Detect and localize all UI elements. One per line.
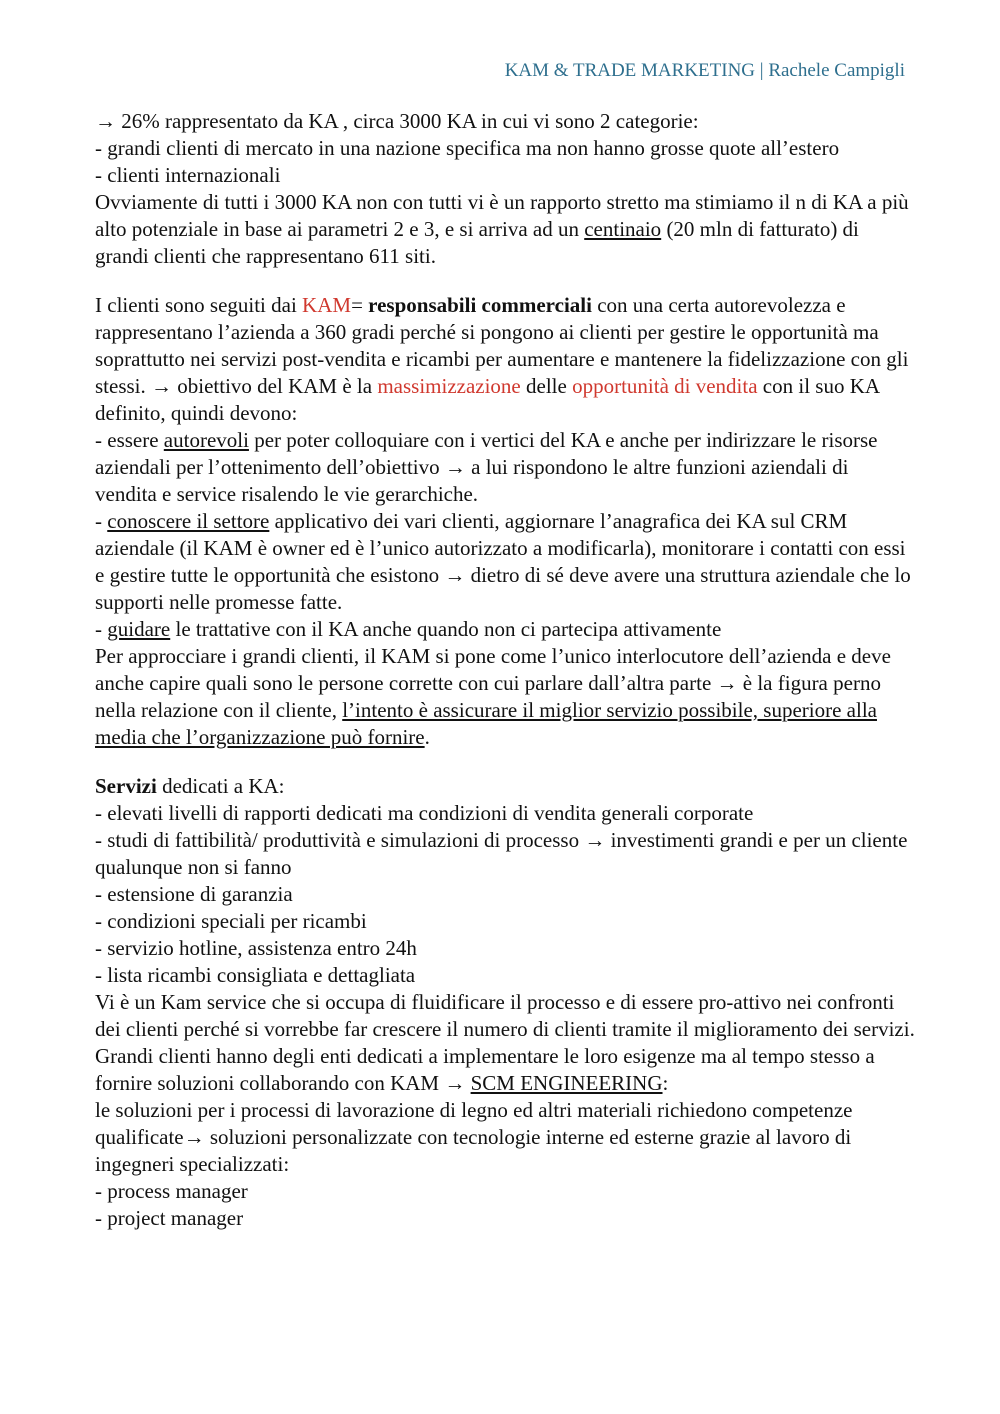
underlined-term: centinaio — [584, 217, 662, 241]
underlined-term: autorevoli — [163, 428, 249, 452]
paragraph-scm — [95, 1043, 915, 1097]
text-run: = — [351, 293, 369, 317]
text-run: Ovviamente di tutti i 3000 KA non con tutti vi è un rapporto stretto ma stimiamo il n di KA a più alto potenziale in base ai parametri 2 e 3, e si arriva ad un — [95, 190, 909, 241]
text-run: con il suo KA definito, quindi devono: — [95, 374, 879, 425]
bold-term: Servizi — [95, 774, 157, 798]
underlined-term: conoscere il settore — [107, 509, 270, 533]
heading-servizi — [95, 773, 915, 800]
list-item-service: - studi di fattibilità/ produttività e simulazioni di processo → investimenti grandi e per un cliente qualunque non si fanno — [95, 828, 908, 879]
text-run: Grandi clienti hanno degli enti dedicati a implementare le loro esigenze ma al tempo stesso a fornire soluzioni collaborando con KAM → — [95, 1044, 875, 1095]
paragraph-gap — [95, 751, 915, 773]
underlined-term: guidare — [107, 617, 171, 641]
text-run: : — [662, 1071, 669, 1095]
list-item-service: - condizioni speciali per ricambi — [95, 909, 367, 933]
list-item-guidare — [95, 616, 915, 643]
underlined-statement: l’intento è assicurare il miglior servizio possibile, superiore alla media che l’organizzazione può fornire — [95, 698, 877, 749]
bold-term: responsabili commerciali — [368, 293, 592, 317]
page-header: KAM & TRADE MARKETING | Rachele Campigli — [504, 60, 905, 81]
text-run: delle — [520, 374, 573, 398]
list-item-autorevoli — [95, 427, 915, 508]
highlight-kam: KAM — [302, 293, 352, 317]
text-run: (20 mln di fatturato) di grandi clienti che rappresentano 611 siti. — [95, 217, 859, 268]
list-item-international-clients: - clienti internazionali — [95, 163, 281, 187]
list-item-service: - lista ricambi consigliata e dettagliata — [95, 963, 416, 987]
paragraph-ka-share: → 26% rappresentato da KA , circa 3000 KA in cui vi sono 2 categorie: — [95, 109, 699, 133]
list-item-national-clients: - grandi clienti di mercato in una nazione specifica ma non hanno grosse quote all’estero — [95, 136, 840, 160]
list-item-service: - servizio hotline, assistenza entro 24h — [95, 936, 417, 960]
list-item-service: - estensione di garanzia — [95, 882, 293, 906]
text-run: . — [424, 725, 430, 749]
paragraph-kam-definition — [95, 292, 915, 427]
text-run: con una certa autorevolezza e rappresentano l’azienda a 360 gradi perché si pongono ai clienti per gestire le opportunità ma soprattutto nei servizi post-vendita e ricambi per aumentare e mantenere la fidelizzazione con gli stessi. → obiettivo del KAM è la — [95, 293, 909, 398]
paragraph-ka-potential — [95, 189, 915, 270]
underlined-term: SCM ENGINEERING — [470, 1071, 663, 1095]
text-run: Per approcciare i grandi clienti, il KAM si pone come l’unico interlocutore dell’azienda e deve anche capire quali sono le persone corrette con cui parlare dall’altra parte → è la figura perno nella relazione con il cliente, — [95, 644, 891, 722]
text-run: applicativo dei vari clienti, aggiornare l’anagrafica dei KA sul CRM aziendale (il KAM è owner ed è l’unico autorizzato a modificarla), monitorare i contatti con essi e gestire tutte le opportunità che esistono → dietro di sé deve avere una struttura aziendale che lo supporti nelle promesse fatte. — [95, 509, 911, 614]
text-run: - essere — [95, 428, 164, 452]
paragraph-kam-service: Vi è un Kam service che si occupa di fluidificare il processo e di essere pro-attivo nei confronti dei clienti perché si vorrebbe far crescere il numero di clienti tramite il miglioramento dei servizi. — [95, 990, 915, 1041]
document-body — [95, 108, 915, 1232]
text-run: le trattative con il KA anche quando non ci partecipa attivamente — [170, 617, 722, 641]
highlight-opportunita: opportunità di vendita — [572, 374, 758, 398]
text-run: per poter colloquiare con i vertici del KA e anche per indirizzare le risorse aziendali per l’ottenimento dell’obiettivo → a lui rispondono le altre funzioni aziendali di vendita e service risalendo le vie gerarchiche. — [95, 428, 878, 506]
text-run: - — [95, 617, 108, 641]
paragraph-approach — [95, 643, 915, 751]
list-item-role: - process manager — [95, 1179, 248, 1203]
text-run: dedicati a KA: — [156, 774, 285, 798]
list-item-conoscere-settore — [95, 508, 915, 616]
paragraph-solutions: le soluzioni per i processi di lavorazione di legno ed altri materiali richiedono competenze qualificate→ soluzioni personalizzate con tecnologie interne ed esterne grazie al lavoro di ingegneri specializzati: — [95, 1098, 853, 1176]
highlight-massimizzazione: massimizzazione — [377, 374, 521, 398]
paragraph-gap — [95, 270, 915, 292]
list-item-service: - elevati livelli di rapporti dedicati ma condizioni di vendita generali corporate — [95, 801, 754, 825]
text-run: I clienti sono seguiti dai — [95, 293, 303, 317]
list-item-role: - project manager — [95, 1206, 244, 1230]
text-run: - — [95, 509, 108, 533]
